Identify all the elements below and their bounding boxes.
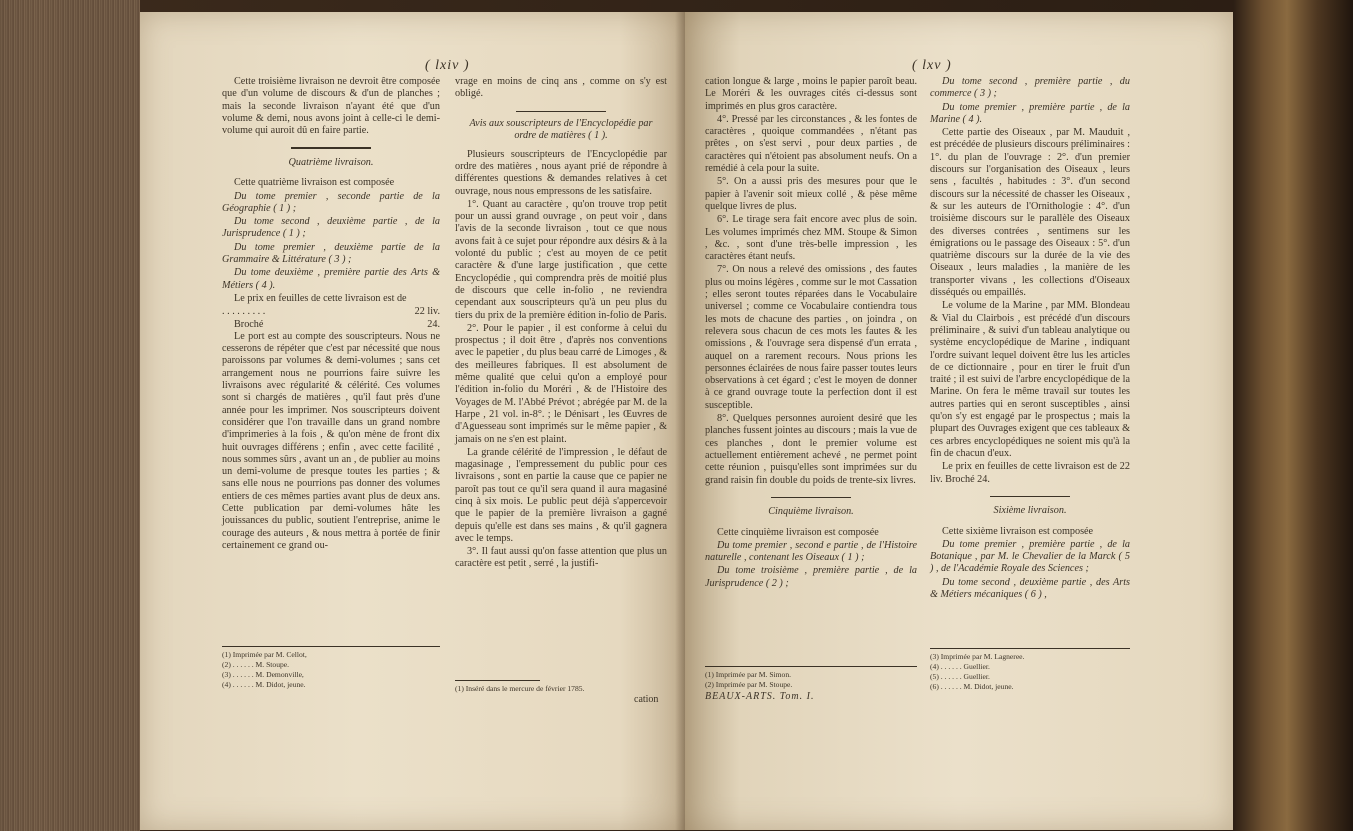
footnote: (4) . . . . . . M. Didot, jeune. bbox=[222, 680, 306, 689]
footnote: (3) . . . . . . M. Demonville, bbox=[222, 670, 304, 679]
list-item: Du tome second , deuxième partie , des Arts & Métiers mécaniques ( 6 ) , bbox=[930, 576, 1130, 601]
list-item: Du tome troisième , première partie , de la Jurisprudence ( 2 ) ; bbox=[705, 565, 917, 589]
paragraph: Cette troisième livraison ne devroit être composée que d'un volume de discours & d'un de planches ; mais la seconde livraison n'ayant été que d'un volume & demi, nous avons joint à celle-ci le demi-volume qui auroit dû en faire partie. bbox=[222, 76, 440, 137]
list-item: Du tome premier , deuxième partie de la Grammaire & Littérature ( 3 ) ; bbox=[222, 241, 440, 266]
price-label: Broché bbox=[234, 318, 264, 330]
price-row bbox=[222, 319, 440, 331]
footnote-rule bbox=[705, 666, 917, 667]
paragraph: 7°. On nous a relevé des omissions , des fautes plus ou moins légères , comme sur le mot Cassation ; elles seront toutes réparées dans le Vocabulaire universel ; comme ce Vocabulaire contiendra tous les mots de chacune des parties , on joindra , on relevera sous chacun de ces mots les fautes & les omissions , & l'ouvrage sera dispensé d'un errata , auquel on a rarement recours. Nous prions les personnes éclairées de nous faire passer toutes leurs observations à cet égard ; c'est le moyen de donner à ce grand ouvrage toute la perfection dont il est susceptible. bbox=[705, 264, 917, 411]
price-value: 24. bbox=[427, 318, 440, 330]
right-col1-footnotes bbox=[705, 666, 917, 702]
footnote: (5) . . . . . . Guellier. bbox=[930, 672, 990, 681]
right-page-column-2 bbox=[930, 76, 1130, 602]
section-title-cinquieme: Cinquième livraison. bbox=[705, 497, 917, 519]
footnote: (6) . . . . . . M. Didot, jeune. bbox=[930, 682, 1014, 691]
left-col2-footnotes bbox=[455, 680, 667, 694]
book-binding-right bbox=[1233, 0, 1353, 831]
footnote-rule bbox=[455, 680, 540, 681]
left-page-column-2 bbox=[455, 76, 667, 572]
list-item: Du tome deuxième , première partie des Arts & Métiers ( 4 ). bbox=[222, 267, 440, 291]
list-item: Du tome premier , première partie , de la Botanique , par M. le Chevalier de la Marck ( 5 ) , de l'Académie Royale des Sciences ; bbox=[930, 538, 1130, 575]
paragraph: 6°. Le tirage sera fait encore avec plus de soin. Les volumes imprimés chez MM. Stoupe & Simon , &c. , sont d'une très-belle impression , les caractères étant neufs. bbox=[705, 214, 917, 263]
paragraph: La grande célérité de l'impression , le défaut de magasinage , l'empressement du public pour ces livraisons , sont en partie la cause que ce papier ne paroît pas tout ce qu'il sera quand il aura magasiné cinq à six mois. Le public peut déjà s'appercevoir que le papier de la première livraison a gagné depuis qu'elle est dans ses mains , & qu'il gagnera avec le temps. bbox=[455, 446, 667, 544]
list-item: Du tome premier , première partie , de la Marine ( 4 ). bbox=[930, 101, 1130, 125]
paragraph: Le volume de la Marine , par MM. Blondeau & Vial du Clairbois , est précédé d'un discours préliminaire , & suivi d'un tableau analytique ou système encyclopédique de Marine , indiquant l'ordre suivant lequel doivent être lus les articles de ce dictionnaire , pour en tirer le fruit d'un traité ; il est suivi de l'arbre encyclopédique de la Marine. On fera le même travail sur toutes les autres parties qui en seront susceptibles , ainsi qu'on s'y est engagé par le prospectus ; mais la plupart des Ouvrages exigent que ces tableaux & ces arbres encyclopédiques ne soient mis qu'à la fin de chacun d'eux. bbox=[930, 300, 1130, 459]
price-row bbox=[222, 306, 440, 318]
paragraph: Plusieurs souscripteurs de l'Encyclopédie par ordre des matières , nous ayant prié de répondre à différentes questions & demandes relatives à cet ouvrage, nous nous empressons de les satisfaire. bbox=[455, 148, 667, 197]
footnote: (1) Imprimée par M. Cellot, bbox=[222, 650, 307, 659]
footnote: (4) . . . . . . Guellier. bbox=[930, 662, 990, 671]
list-item: Du tome premier , seconde partie de la Géographie ( 1 ) ; bbox=[222, 190, 440, 214]
footnote: (3) Imprimée par M. Lagneree. bbox=[930, 652, 1025, 661]
section-title-quatrieme: Quatrième livraison. bbox=[222, 147, 440, 169]
list-item: Du tome second , première partie , du commerce ( 3 ) ; bbox=[930, 76, 1130, 100]
paragraph: cation longue & large , moins le papier paroît beau. Le Moréri & les ouvrages cités ci-dessus sont imprimés en plus gros caractère. bbox=[705, 76, 917, 112]
paragraph: Cette quatrième livraison est composée bbox=[234, 177, 395, 189]
right-page-header: ( lxv ) bbox=[912, 58, 952, 73]
catchword: cation bbox=[634, 694, 659, 705]
left-page-header: ( lxiv ) bbox=[425, 58, 470, 73]
right-page-column-1 bbox=[705, 76, 917, 591]
paragraph: Cette cinquième livraison est composée bbox=[717, 526, 879, 538]
paragraph: Le prix en feuilles de cette livraison est de bbox=[234, 292, 407, 304]
footnote: (2) . . . . . . M. Stoupe. bbox=[222, 660, 290, 669]
list-item: Du tome premier , second e partie , de l'Histoire naturelle , contenant les Oiseaux ( 1 ) ; bbox=[705, 539, 917, 564]
paragraph: Le port est au compte des souscripteurs. Nous ne cesserons de répéter que c'est par nécessité que nous paroissons par volumes & demi-volumes ; sans cet arrangement nous ne pourrions faire suivre les livraisons avec régularité & célérité. Ces volumes sont si chargés de matières , qu'il faut près d'une année pour les imprimer. Nos souscripteurs doivent considérer que l'on travaille dans un grand nombre d'imprimeries à la fois , & qu'on mène de front dix huit ouvrages différens ; enfin , avec cette facilité , nous sommes sûrs , avant un an , de publier au moins un demi-volume de presque toutes les parties ; & sans elle nous ne pourrions pas donner des volumes entiers de ces mêmes parties avant plus de deux ans. Cette publication par demi-volumes hâte les jouissances du public, soutient l'entreprise, anime le courage des auteurs , & nous mettra à portée de finir certainement ce grand ou- bbox=[222, 330, 440, 551]
paragraph: 8°. Quelques personnes auroient desiré que les planches fussent jointes au discours ; mais la vue de ces planches , dont le premier volume est actuellement entièrement achevé , ne permet point cette réunion , puisqu'elles sont imprimées sur du grand raisin fin double du poids de trente-six livres. bbox=[705, 413, 917, 486]
paragraph: 4°. Pressé par les circonstances , & les fontes de caractères , quoique commandées , n'étant pas prêtes , on s'est servi , pour deux parties , de caractères qui n'étoient pas absolument neufs. On a remédié à cela pour la suite. bbox=[705, 113, 917, 175]
footnote-rule bbox=[222, 646, 440, 647]
footnote-rule bbox=[930, 648, 1130, 649]
footnote: (1) Imprimée par M. Simon. bbox=[705, 670, 792, 679]
paragraph: 3°. Il faut aussi qu'on fasse attention que plus un caractère est petit , serré , la justifi- bbox=[455, 546, 667, 570]
paragraph: Cette sixième livraison est composée bbox=[942, 525, 1094, 537]
right-col2-footnotes bbox=[930, 648, 1130, 692]
left-page-column-1 bbox=[222, 76, 440, 553]
paragraph: 2°. Pour le papier , il est conforme à celui du prospectus ; il doit être , d'après nos conventions avec le papetier , du plus beau carré de Limoges , & des meilleures fabriques. Il est absolument de même qualité que celui qu'on a employé pour l'édition in-folio du Moréri , & de l'Histoire des Voyages de M. l'Abbé Prévot ; abrégée par M. de la Harpe , 21 vol. in-8°. ; le Dénisart , les Œuvres de d'Aguesseau sont imprimés sur le même papier , & jamais on ne s'en est plaint. bbox=[455, 322, 667, 445]
price-value: 22 liv. bbox=[414, 306, 440, 318]
left-col1-footnotes bbox=[222, 646, 440, 690]
avis-title: Avis aux souscripteurs de l'Encyclopédie par ordre de matières ( 1 ). bbox=[469, 118, 653, 142]
paragraph: vrage en moins de cinq ans , comme on s'y est obligé. bbox=[455, 76, 667, 100]
section-title-sixieme: Sixième livraison. bbox=[930, 496, 1130, 518]
footnote: (1) Inséré dans le mercure de février 1785. bbox=[455, 684, 585, 693]
paragraph: Le prix en feuilles de cette livraison est de 22 liv. Broché 24. bbox=[930, 461, 1130, 485]
footnote: (2) Imprimée par M. Stoupe. bbox=[705, 680, 793, 689]
paragraph: 5°. On a aussi pris des mesures pour que le papier à l'avenir soit mieux collé , & pèse même quelque livres de plus. bbox=[705, 176, 917, 212]
price-dots: . . . . . . . . . bbox=[222, 306, 266, 318]
signature-mark: BEAUX-ARTS. Tom. I. bbox=[705, 691, 815, 702]
avis-rule bbox=[516, 111, 606, 113]
paragraph: Cette partie des Oiseaux , par M. Mauduit , est précédée de plusieurs discours préliminaires : 1°. du plan de l'ouvrage : 2°. d'un premier discours sur l'organisation des Oiseaux , leurs sens , facultés , habitudes : 3°. d'un second discours sur la nécessité de chasser les Oiseaux , & sur les auteurs de l'Ornithologie : 4°. d'un troisième discours sur le parallèle des Oiseaux des diverses contrées , sentimens sur les émigrations ou le passage des Oiseaux : 5°. d'un quatrième discours sur la durée de la vie des Oiseaux , leurs maladies , la manière de les transporter vivans , les collections d'Oiseaux disséqués ou empaillés. bbox=[930, 127, 1130, 299]
book-page-edges-left bbox=[0, 0, 140, 831]
paragraph: 1°. Quant au caractère , qu'on trouve trop petit pour un aussi grand ouvrage , on peut voir , dans l'avis de la seconde livraison , tout ce que nous avons fait à ce sujet pour répondre aux désirs & à la volonté du public ; c'est au moyen de ce petit caractère & d'une large justification , que cette Encyclopédie , qui comprendra près de moitié plus de discours que celle in-folio , ne reviendra cependant aux souscripteurs qu'à un peu plus du tiers du prix de la première édition in-folio de Paris. bbox=[455, 198, 667, 321]
list-item: Du tome second , deuxième partie , de la Jurisprudence ( 1 ) ; bbox=[222, 216, 440, 240]
